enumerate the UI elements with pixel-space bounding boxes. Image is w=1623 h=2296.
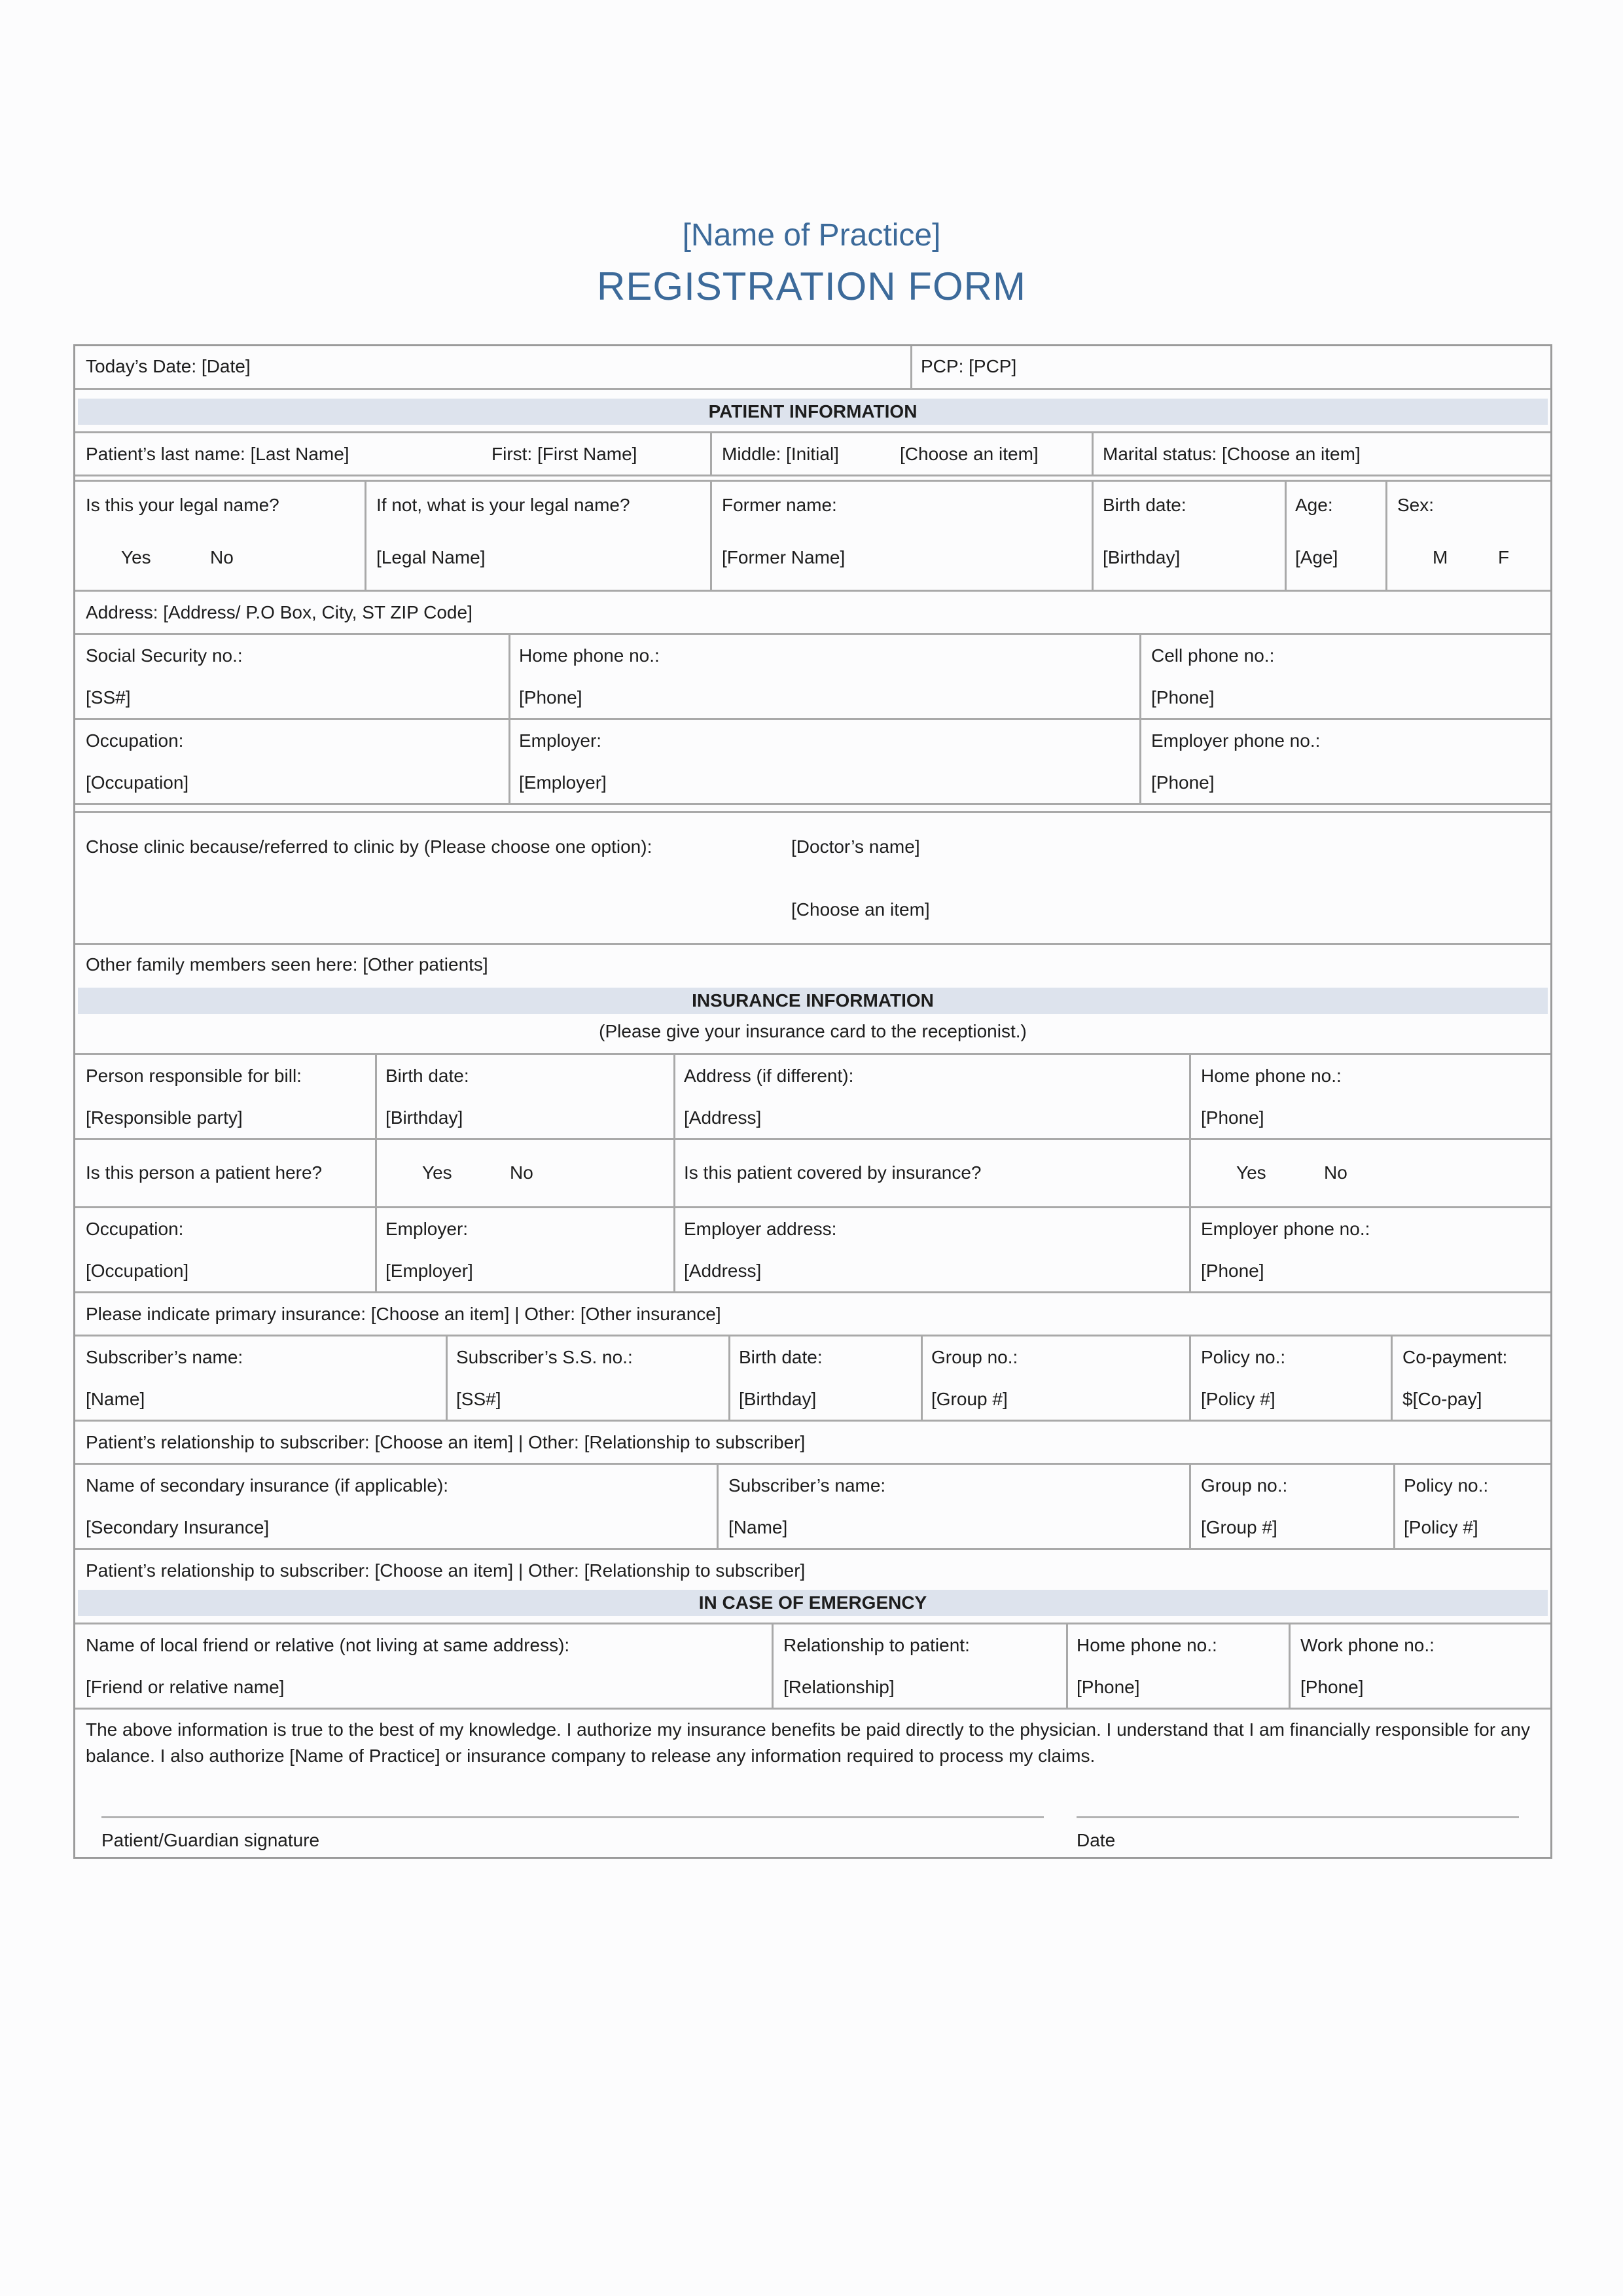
last-name-field[interactable]: Patient’s last name: [Last Name]	[86, 444, 349, 464]
employer-address-field[interactable]: [Address]	[684, 1261, 762, 1281]
responsible-party-label: Person responsible for bill:	[86, 1066, 302, 1086]
cell-phone-field[interactable]: [Phone]	[1151, 687, 1215, 708]
insured-occupation-field[interactable]: [Occupation]	[86, 1261, 189, 1281]
primary-insurance-field[interactable]: Please indicate primary insurance: [Choose an item] | Other: [Other insurance]	[86, 1304, 721, 1324]
sex-label: Sex:	[1397, 495, 1435, 515]
ssn-label: Social Security no.:	[86, 645, 243, 666]
signature-label: Patient/Guardian signature	[101, 1830, 320, 1850]
legal-name-question: Is this your legal name?	[86, 495, 279, 515]
todays-date-field[interactable]: Today’s Date: [Date]	[86, 356, 251, 376]
emergency-contact-label: Name of local friend or relative (not living at same address):	[86, 1635, 570, 1655]
responsible-party-field[interactable]: [Responsible party]	[86, 1107, 243, 1128]
secondary-group-field[interactable]: [Group #]	[1201, 1517, 1277, 1537]
insured-employer-field[interactable]: [Employer]	[385, 1261, 473, 1281]
patient-info-heading: PATIENT INFORMATION	[78, 399, 1548, 425]
birth-date-field[interactable]: [Birthday]	[1103, 547, 1181, 567]
secondary-policy-label: Policy no.:	[1404, 1475, 1489, 1496]
home-phone-label: Home phone no.:	[519, 645, 660, 666]
legal-name-field[interactable]: [Legal Name]	[376, 547, 486, 567]
emergency-work-phone-label: Work phone no.:	[1300, 1635, 1435, 1655]
sex-f-option[interactable]: F	[1498, 547, 1510, 567]
sex-m-option[interactable]: M	[1433, 547, 1448, 567]
ssn-field[interactable]: [SS#]	[86, 687, 131, 708]
practice-name: [Name of Practice]	[682, 218, 941, 253]
copay-label: Co-payment:	[1402, 1347, 1508, 1367]
registration-form	[73, 344, 1552, 1859]
responsible-birth-field[interactable]: [Birthday]	[385, 1107, 463, 1128]
legal-name-label: If not, what is your legal name?	[376, 495, 630, 515]
employer-phone-field[interactable]: [Phone]	[1151, 772, 1215, 793]
policy-number-field[interactable]: [Policy #]	[1201, 1389, 1275, 1409]
doctor-name-field[interactable]: [Doctor’s name]	[791, 836, 920, 857]
secondary-subscriber-label: Subscriber’s name:	[728, 1475, 886, 1496]
secondary-subscriber-field[interactable]: [Name]	[728, 1517, 788, 1537]
former-name-label: Former name:	[722, 495, 837, 515]
insurance-note: (Please give your insurance card to the receptionist.)	[599, 1021, 1027, 1041]
subscriber-name-label: Subscriber’s name:	[86, 1347, 243, 1367]
emergency-contact-field[interactable]: [Friend or relative name]	[86, 1677, 285, 1697]
date-line[interactable]	[1077, 1816, 1519, 1818]
secondary-relationship-field[interactable]: Patient’s relationship to subscriber: [Choose an item] | Other: [Relationship to subscriber]	[86, 1560, 806, 1581]
employer-label: Employer:	[519, 730, 602, 751]
responsible-birth-label: Birth date:	[385, 1066, 469, 1086]
other-family-field[interactable]: Other family members seen here: [Other patients]	[86, 954, 488, 975]
insured-occupation-label: Occupation:	[86, 1219, 184, 1239]
occupation-field[interactable]: [Occupation]	[86, 772, 189, 793]
responsible-address-field[interactable]: [Address]	[684, 1107, 762, 1128]
group-number-label: Group no.:	[931, 1347, 1018, 1367]
clinic-referral-label: Chose clinic because/referred to clinic by (Please choose one option):	[86, 836, 652, 857]
secondary-group-label: Group no.:	[1201, 1475, 1288, 1496]
covered-question: Is this patient covered by insurance?	[684, 1162, 982, 1183]
insurance-info-heading: INSURANCE INFORMATION	[78, 988, 1548, 1014]
clinic-reason-dropdown[interactable]: [Choose an item]	[791, 899, 930, 920]
form-title: REGISTRATION FORM	[597, 264, 1026, 308]
occupation-label: Occupation:	[86, 730, 184, 751]
subscriber-birth-label: Birth date:	[739, 1347, 823, 1367]
emergency-work-phone-field[interactable]: [Phone]	[1300, 1677, 1364, 1697]
suffix-dropdown[interactable]: [Choose an item]	[900, 444, 1039, 464]
responsible-address-label: Address (if different):	[684, 1066, 854, 1086]
signature-line[interactable]	[101, 1816, 1044, 1818]
age-label: Age:	[1295, 495, 1333, 515]
emergency-home-phone-field[interactable]: [Phone]	[1077, 1677, 1140, 1697]
birth-date-label: Birth date:	[1103, 495, 1186, 515]
emergency-relationship-label: Relationship to patient:	[783, 1635, 970, 1655]
group-number-field[interactable]: [Group #]	[931, 1389, 1008, 1409]
emergency-heading: IN CASE OF EMERGENCY	[78, 1590, 1548, 1616]
consent-statement: The above information is true to the best of my knowledge. I authorize my insurance benefits be paid directly to the physician. I understand that I am financially responsible for any balance. I also authorize [Name of Practice] or insurance company to release any information required to process my claims.	[86, 1719, 1530, 1766]
covered-yes-option[interactable]: Yes	[1236, 1162, 1266, 1183]
emergency-relationship-field[interactable]: [Relationship]	[783, 1677, 895, 1697]
responsible-home-phone-label: Home phone no.:	[1201, 1066, 1342, 1086]
employer-address-label: Employer address:	[684, 1219, 837, 1239]
employer-field[interactable]: [Employer]	[519, 772, 607, 793]
copay-field[interactable]: $[Co-pay]	[1402, 1389, 1482, 1409]
insured-employer-label: Employer:	[385, 1219, 469, 1239]
emergency-home-phone-label: Home phone no.:	[1077, 1635, 1217, 1655]
secondary-insurance-label: Name of secondary insurance (if applicable):	[86, 1475, 449, 1496]
policy-number-label: Policy no.:	[1201, 1347, 1286, 1367]
patient-here-no-option[interactable]: No	[510, 1162, 533, 1183]
subscriber-name-field[interactable]: [Name]	[86, 1389, 145, 1409]
cell-phone-label: Cell phone no.:	[1151, 645, 1275, 666]
first-name-field[interactable]: First: [First Name]	[491, 444, 637, 464]
age-field[interactable]: [Age]	[1295, 547, 1338, 567]
marital-status-dropdown[interactable]: Marital status: [Choose an item]	[1103, 444, 1361, 464]
legal-name-no-option[interactable]: No	[210, 547, 234, 567]
legal-name-yes-option[interactable]: Yes	[121, 547, 151, 567]
address-field[interactable]: Address: [Address/ P.O Box, City, ST ZIP Code]	[86, 602, 473, 622]
insured-employer-phone-field[interactable]: [Phone]	[1201, 1261, 1264, 1281]
subscriber-ss-field[interactable]: [SS#]	[456, 1389, 501, 1409]
secondary-policy-field[interactable]: [Policy #]	[1404, 1517, 1478, 1537]
home-phone-field[interactable]: [Phone]	[519, 687, 582, 708]
former-name-field[interactable]: [Former Name]	[722, 547, 846, 567]
employer-phone-label: Employer phone no.:	[1151, 730, 1321, 751]
patient-here-yes-option[interactable]: Yes	[422, 1162, 452, 1183]
insured-employer-phone-label: Employer phone no.:	[1201, 1219, 1370, 1239]
middle-initial-field[interactable]: Middle: [Initial]	[722, 444, 839, 464]
patient-here-question: Is this person a patient here?	[86, 1162, 323, 1183]
covered-no-option[interactable]: No	[1324, 1162, 1347, 1183]
secondary-insurance-field[interactable]: [Secondary Insurance]	[86, 1517, 270, 1537]
pcp-field[interactable]: PCP: [PCP]	[921, 356, 1017, 376]
responsible-home-phone-field[interactable]: [Phone]	[1201, 1107, 1264, 1128]
subscriber-ss-label: Subscriber’s S.S. no.:	[456, 1347, 633, 1367]
date-label: Date	[1077, 1830, 1116, 1850]
subscriber-birth-field[interactable]: [Birthday]	[739, 1389, 817, 1409]
subscriber-relationship-field[interactable]: Patient’s relationship to subscriber: [Choose an item] | Other: [Relationship to subscriber]	[86, 1432, 806, 1452]
